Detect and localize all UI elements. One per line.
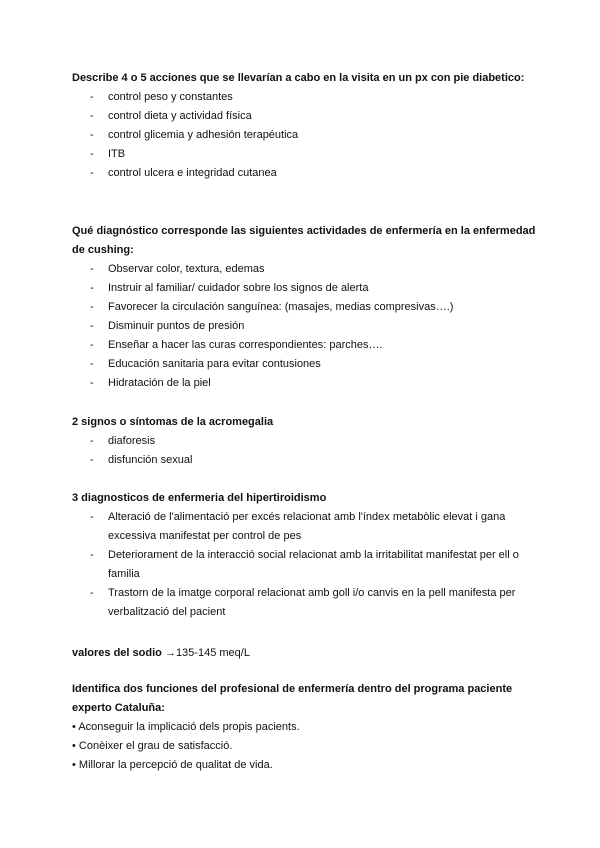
- list-item-text: diaforesis: [108, 435, 156, 447]
- activity-list: [72, 260, 542, 393]
- list-item: [72, 164, 542, 183]
- list-item: [72, 107, 542, 126]
- sodium-value: 135-145 meq/L: [175, 647, 250, 659]
- dash-marker: -: [90, 358, 94, 370]
- list-item: [72, 260, 542, 279]
- dash-marker: -: [90, 110, 94, 122]
- list-item-text: Hidratación de la piel: [108, 377, 211, 389]
- section-heading: Qué diagnóstico corresponde las siguientes actividades de enfermería en la enfermedad de cushing:: [72, 225, 536, 256]
- dash-marker: -: [90, 435, 94, 447]
- list-item: [72, 432, 542, 451]
- list-item: [72, 145, 542, 164]
- list-item-text: disfunción sexual: [108, 454, 193, 466]
- bullet-icon: •: [72, 759, 76, 771]
- dash-marker: -: [90, 549, 94, 561]
- list-item: [72, 317, 542, 336]
- dash-marker: -: [90, 377, 94, 389]
- list-item: [72, 336, 542, 355]
- section-heading: 3 diagnosticos de enfermeria del hipertiroidismo: [72, 492, 327, 504]
- section-expert-patient: [72, 680, 542, 775]
- list-item-text: control ulcera e integridad cutanea: [108, 167, 277, 179]
- list-item-text: Alteració de l'alimentació per excés relacionat amb l'índex metabòlic elevat i gana excessiva manifestat per control de pes: [108, 511, 506, 542]
- list-item-text: control peso y constantes: [108, 91, 233, 103]
- list-item-text: Educación sanitaria para evitar contusiones: [108, 358, 321, 370]
- section-heading: 2 signos o síntomas de la acromegalia: [72, 416, 274, 428]
- list-item: [72, 451, 542, 470]
- dash-marker: -: [90, 129, 94, 141]
- list-item-text: Observar color, textura, edemas: [108, 263, 265, 275]
- section-diabetic-foot: [72, 69, 542, 183]
- function-list: [72, 718, 542, 775]
- sodium-line: [72, 644, 542, 663]
- dash-marker: -: [90, 587, 94, 599]
- list-item: [72, 279, 542, 298]
- list-item-text: control dieta y actividad física: [108, 110, 252, 122]
- dash-marker: -: [90, 339, 94, 351]
- section-acromegaly: [72, 413, 542, 470]
- list-item: [72, 298, 542, 317]
- section-sodium: [72, 644, 542, 663]
- symptom-list: [72, 432, 542, 470]
- action-list: [72, 88, 542, 183]
- section-hyperthyroidism: [72, 489, 542, 622]
- sodium-label: valores del sodio: [72, 647, 162, 659]
- arrow-icon: →: [164, 647, 176, 659]
- bullet-icon: •: [72, 740, 76, 752]
- list-item: [72, 737, 542, 756]
- list-item-text: Trastorn de la imatge corporal relacionat amb goll i/o canvis en la pell manifesta per verbalització del pacient: [108, 587, 516, 618]
- list-item: [72, 508, 542, 546]
- section-heading: Identifica dos funciones del profesional de enfermería dentro del programa paciente experto Cataluña:: [72, 683, 513, 714]
- list-item: [72, 126, 542, 145]
- list-item: [72, 756, 542, 775]
- dash-marker: -: [90, 282, 94, 294]
- dash-marker: -: [90, 91, 94, 103]
- list-item-text: Millorar la percepció de qualitat de vida.: [78, 759, 273, 771]
- list-item: [72, 718, 542, 737]
- list-item-text: Aconseguir la implicació dels propis pacients.: [78, 721, 300, 733]
- bullet-icon: •: [72, 721, 76, 733]
- section-heading: Describe 4 o 5 acciones que se llevarían a cabo en la visita en un px con pie diabetico:: [72, 72, 525, 84]
- list-item-text: Instruir al familiar/ cuidador sobre los signos de alerta: [108, 282, 369, 294]
- list-item-text: Enseñar a hacer las curas correspondientes: parches….: [108, 339, 383, 351]
- list-item: [72, 584, 542, 622]
- dash-marker: -: [90, 167, 94, 179]
- dash-marker: -: [90, 320, 94, 332]
- list-item-text: Disminuir puntos de presión: [108, 320, 245, 332]
- section-cushing: [72, 222, 542, 393]
- dash-marker: -: [90, 511, 94, 523]
- list-item-text: Conèixer el grau de satisfacció.: [78, 740, 233, 752]
- list-item: [72, 88, 542, 107]
- dash-marker: -: [90, 148, 94, 160]
- list-item-text: Deteriorament de la interacció social relacionat amb la irritabilitat manifestat per ell o familia: [108, 549, 519, 580]
- dash-marker: -: [90, 301, 94, 313]
- diagnosis-list: [72, 508, 542, 622]
- list-item-text: Favorecer la circulación sanguínea: (masajes, medias compresivas….): [108, 301, 454, 313]
- list-item: [72, 374, 542, 393]
- list-item-text: ITB: [108, 148, 126, 160]
- list-item-text: control glicemia y adhesión terapéutica: [108, 129, 299, 141]
- list-item: [72, 546, 542, 584]
- list-item: [72, 355, 542, 374]
- dash-marker: -: [90, 454, 94, 466]
- dash-marker: -: [90, 263, 94, 275]
